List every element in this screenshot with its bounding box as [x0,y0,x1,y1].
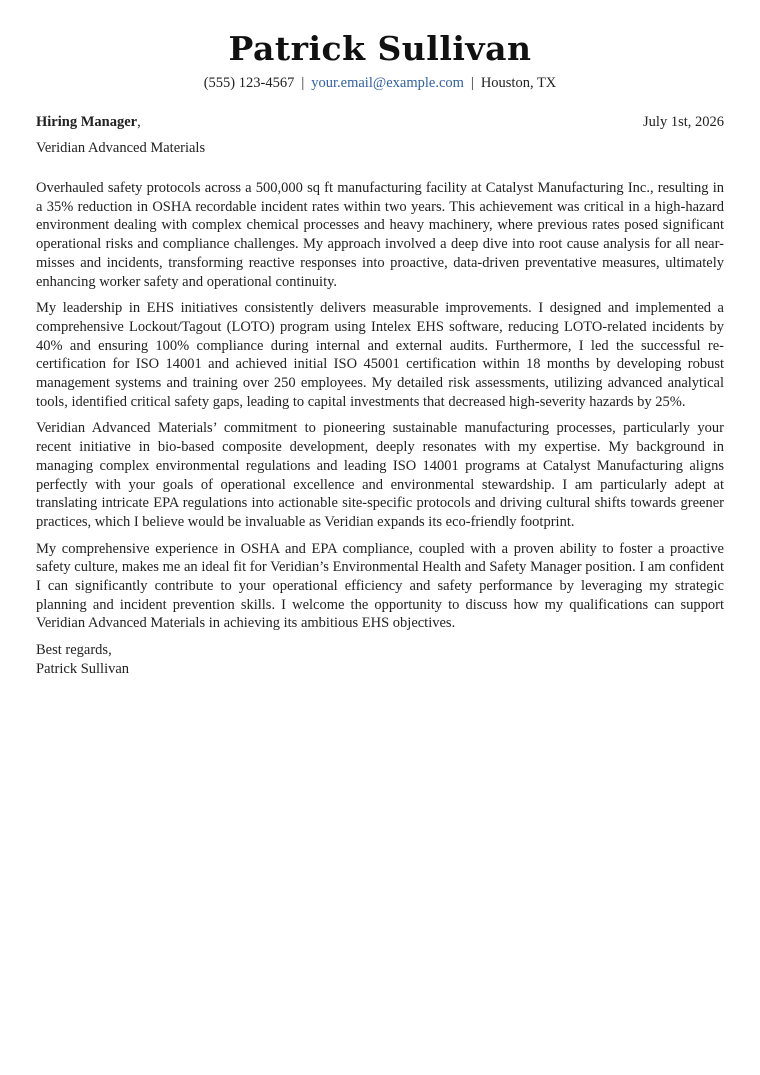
phone-number: (555) 123-4567 [203,75,295,91]
letter-closing [36,641,724,679]
contact-separator: | [470,75,474,91]
letter-date: July 1st, 2026 [643,114,724,130]
body-paragraph: My comprehensive experience in OSHA and EPA compliance, coupled with a proven ability to foster a proactive safety culture, makes me an ideal fit for Veridian’s Environmental Health and Safety Manager position. I am confident I can significantly contribute to your operational efficiency and safety performance by leveraging my strategic planning and incident prevention skills. I welcome the opportunity to discuss how my qualifications can support Veridian Advanced Materials in achieving its ambitious EHS objectives. [36,540,724,632]
letter-body [36,179,724,633]
applicant-name: Patrick Sullivan [228,29,532,68]
email-link[interactable]: your.email@example.com [311,75,464,91]
closing-salutation: Best regards, [36,642,112,659]
recipient-company: Veridian Advanced Materials [36,140,206,156]
recipient-date-row [36,113,724,132]
contact-separator: | [301,75,305,91]
recipient-greeting [36,113,141,132]
contact-line [36,73,724,93]
body-paragraph: My leadership in EHS initiatives consistently delivers measurable improvements. I designed and implemented a comprehensive Lockout/Tagout (LOTO) program using Intelex EHS software, reducing LOTO-related incidents by 40% and ensuring 100% compliance during internal and external audits. Furthermore, I led the successful re-certification for ISO 14001 and achieved initial ISO 45001 certification within 18 months by developing robust management systems and training over 250 employees. My detailed risk assessments, utilizing advanced analytical tools, identified critical safety gaps, leading to capital investments that decreased high-severity hazards by 25%. [36,300,724,410]
signature-name: Patrick Sullivan [36,661,130,678]
recipient-title: Hiring Manager [36,114,138,130]
location: Houston, TX [480,75,557,91]
body-paragraph: Veridian Advanced Materials’ commitment to pioneering sustainable manufacturing processes, particularly your recent initiative in bio-based composite development, deeply resonates with my expertise. My background in managing complex environmental regulations and leading ISO 14001 programs at Catalyst Manufacturing aligns perfectly with your goals of operational excellence and environmental stewardship. I am particularly adept at translating intricate EPA regulations into actionable site-specific protocols and driving cultural shifts towards greener practices, which I believe would be invaluable as Veridian expands its eco-friendly footprint. [36,420,724,530]
body-paragraph: Overhauled safety protocols across a 500,000 sq ft manufacturing facility at Catalyst Manufacturing Inc., resulting in a 35% reduction in OSHA recordable incident rates within two years. This achievement was critical in a high-hazard environment dealing with complex chemical processes and heavy machinery, where previous rates posed significant operational risks and compliance challenges. My approach involved a deep dive into root cause analysis for all near-misses and incidents, transforming reactive responses into proactive, data-driven preventative measures, ultimately enhancing worker safety and operational continuity. [36,180,724,290]
recipient-title-comma: , [137,114,141,130]
